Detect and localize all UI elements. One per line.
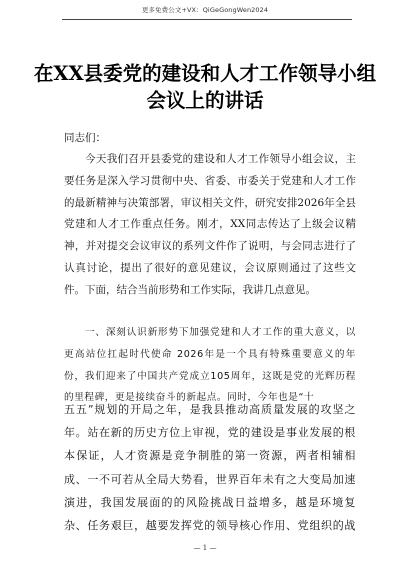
page-header: 更多免费公文+VX：QiGeGongWen2024 xyxy=(141,6,269,14)
document-title: 在XX县委党的建设和人才工作领导小组会议上的讲话 xyxy=(33,62,377,112)
section-one-text: 一、深刻认识新形势下加强党建和人才工作的重大意义，以更高站位扛起时代使命 2026年是一个具有特殊重要意义的年份，我们迎来了中国共产党成立105周年，这既是党的光辉历程的里程碑，更是接续奋斗的新起点。同时，今年也是“十 xyxy=(64,327,356,404)
paragraph-intro: 今天我们召开县委党的建设和人才工作领导小组会议，主要任务是深入学习贯彻中央、省委、市委关于党建和人才工作的最新精神与决策部署，审议相关文件，研究安排2026年全县党建和人才工作重点任务。刚才，XX同志传达了上级会议精神，并对提交会议审议的系列文件作了说明，与会同志进行了认真讨论，提出了很好的意见建议，会议原则通过了这些文件。下面，结合当前形势和工作实际，我讲几点意见。 xyxy=(64,153,356,296)
page-number: — 1 — xyxy=(193,544,217,552)
paragraph-section-one-continued: 五五”规划的开局之年，是我县推动高质量发展的攻坚之年。站在新的历史方位上审视，党的建设是事业发展的根本保证，人才资源是竞争制胜的第一资源，两者相辅相成、一不可若从全局大势看，世界百年未有之大变局加速演进，我国发展面的的风险挑战日益增多，越是环境复杂、任务艰巨，越要发挥党的领导核心作用、党组织的战 xyxy=(64,403,356,533)
header-divider xyxy=(62,19,352,20)
salutation: 同志们： xyxy=(64,132,106,144)
